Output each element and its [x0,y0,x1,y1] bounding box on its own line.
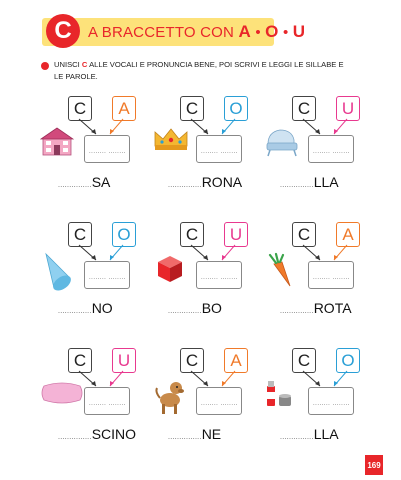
exercise-cell [152,348,272,458]
word-blank[interactable]: ............... [280,434,314,441]
cone-icon [40,252,74,297]
answer-placeholder: ........ ........ [89,149,126,155]
header-letter-badge: C [46,14,80,48]
answer-placeholder: ........ ........ [313,401,350,407]
dog-icon [152,378,188,421]
word-completion [168,300,222,316]
answer-box[interactable] [84,261,130,289]
exercise-cell [40,222,160,332]
instruction-part2: ALLE VOCALI E PRONUNCIA BENE, POI SCRIVI E LEGGI LE SILLABE E LE PAROLE. [54,60,344,81]
word-ending: LLA [313,426,339,442]
title-prefix: A BRACCETTO CON [88,24,235,41]
answer-box[interactable] [196,135,242,163]
consonant-box: C [68,348,92,373]
word-blank[interactable]: ............... [58,308,92,315]
exercise-cell [40,348,160,458]
crown-icon [152,126,190,157]
answer-box[interactable] [308,387,354,415]
word-ending: BO [201,300,222,316]
answer-box[interactable] [84,135,130,163]
carrot-icon [264,252,298,295]
vowel-box: O [224,96,248,121]
vowel-box: O [336,348,360,373]
exercise-cell [152,222,272,332]
word-ending: NE [201,426,222,442]
instruction-highlight: C [81,60,88,69]
word-ending: LLA [313,174,339,190]
exercise-cell [152,96,272,206]
answer-placeholder: ........ ........ [201,275,238,281]
word-blank[interactable]: ............... [280,182,314,189]
glue-icon [264,378,294,415]
exercise-cell [40,96,160,206]
title-vowel-o: O [265,22,279,41]
consonant-box: C [292,96,316,121]
word-blank[interactable]: ............... [168,308,202,315]
consonant-box: C [180,222,204,247]
word-ending: NO [91,300,113,316]
consonant-box: C [292,348,316,373]
answer-placeholder: ........ ........ [313,149,350,155]
word-blank[interactable]: ............... [168,434,202,441]
answer-box[interactable] [196,261,242,289]
consonant-box: C [68,222,92,247]
vowel-box: A [336,222,360,247]
consonant-box: C [292,222,316,247]
house-icon [40,126,74,161]
exercise-cell [264,348,384,458]
instruction-text [54,59,354,83]
page-title [88,22,305,42]
word-completion [58,300,113,316]
word-completion [280,174,339,190]
vowel-box: U [336,96,360,121]
instruction-bullet [41,62,49,70]
word-ending: SCINO [91,426,137,442]
answer-box[interactable] [84,387,130,415]
vowel-box: U [224,222,248,247]
cradle-icon [264,126,300,163]
title-separator: • [282,24,289,41]
answer-box[interactable] [308,135,354,163]
exercise-cell [264,96,384,206]
answer-placeholder: ........ ........ [201,149,238,155]
word-completion [168,174,242,190]
vowel-box: U [112,348,136,373]
cushion-icon [40,378,84,413]
answer-placeholder: ........ ........ [201,401,238,407]
consonant-box: C [180,348,204,373]
answer-box[interactable] [308,261,354,289]
word-blank[interactable]: ............... [58,434,92,441]
vowel-box: A [224,348,248,373]
word-blank[interactable]: ............... [280,308,314,315]
word-completion [58,174,110,190]
word-completion [280,300,352,316]
word-blank[interactable]: ............... [168,182,202,189]
consonant-box: C [68,96,92,121]
cube-icon [152,252,186,289]
word-ending: RONA [201,174,243,190]
answer-placeholder: ........ ........ [313,275,350,281]
vowel-box: A [112,96,136,121]
word-completion [58,426,136,442]
consonant-box: C [180,96,204,121]
page-number: 169 [365,455,383,475]
vowel-box: O [112,222,136,247]
word-ending: ROTA [313,300,352,316]
instruction-part1: UNISCI [54,60,80,69]
title-vowel-u: U [292,22,306,41]
title-separator: • [255,24,261,41]
answer-placeholder: ........ ........ [89,275,126,281]
word-ending: SA [91,174,111,190]
title-vowel-a: A [238,22,251,41]
word-completion [280,426,339,442]
answer-placeholder: ........ ........ [89,401,126,407]
word-completion [168,426,221,442]
word-blank[interactable]: ............... [58,182,92,189]
exercise-cell [264,222,384,332]
answer-box[interactable] [196,387,242,415]
